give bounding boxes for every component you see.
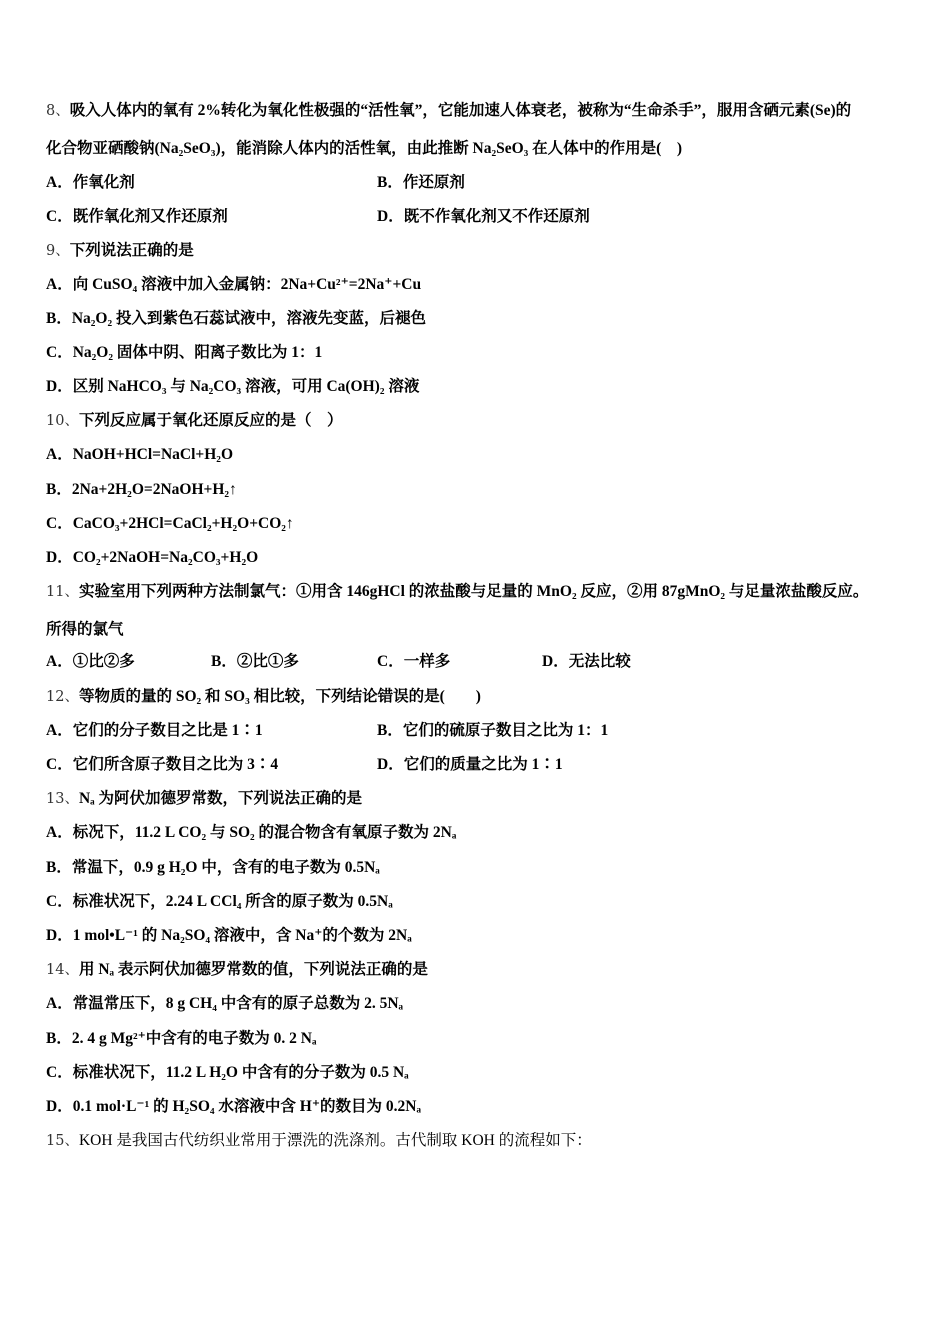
question-9-stem <box>46 241 194 261</box>
option-a: A．NaOH+HCl=NaCl+H₂O <box>46 446 234 463</box>
option-a: A．作氧化剂 <box>46 174 135 191</box>
option-d: D．既不作氧化剂又不作还原剂 <box>377 208 590 225</box>
stem-text: 吸入人体内的氧有 2%转化为氧化性极强的“活性氧”，它能加速人体衰老，被称为“生命杀手”，服用含硒元素(Se)的 <box>69 102 852 119</box>
option-a: A．向 CuSO₄ 溶液中加入金属钠：2Na+Cu²⁺=2Na⁺+Cu <box>46 276 422 293</box>
question-15-stem <box>46 1131 592 1151</box>
option-d: D．CO₂+2NaOH=Na₂CO₃+H₂O <box>46 549 259 566</box>
option-b: B．作还原剂 <box>377 174 465 191</box>
option-a: A．①比②多 <box>46 653 135 670</box>
question-number: 15、 <box>46 1133 79 1149</box>
option-c: C．它们所含原子数目之比为 3∶4 <box>46 756 279 773</box>
option-c: C．CaCO₃+2HCl=CaCl₂+H₂O+CO₂↑ <box>46 515 294 532</box>
stem-text: 下列反应属于氧化还原反应的是（ ） <box>78 412 343 429</box>
question-number: 12、 <box>46 689 79 705</box>
option-d: D．无法比较 <box>542 653 631 670</box>
question-number: 9、 <box>46 243 70 259</box>
question-8-stem-cont: 化合物亚硒酸钠(Na₂SeO₃)，能消除人体内的活性氧，由此推断 Na₂SeO₃ 在人体中的作用是( ) <box>46 140 682 157</box>
option-b: B．它们的硫原子数目之比为 1：1 <box>377 722 609 739</box>
option-b: B．2Na+2H₂O=2NaOH+H₂↑ <box>46 481 237 498</box>
question-11-stem <box>46 582 868 602</box>
stem-text: 下列说法正确的是 <box>69 242 194 259</box>
option-d: D．区别 NaHCO₃ 与 Na₂CO₃ 溶液，可用 Ca(OH)₂ 溶液 <box>46 378 420 395</box>
question-12-stem <box>46 687 481 707</box>
option-c: C．既作氧化剂又作还原剂 <box>46 208 228 225</box>
question-13-stem <box>46 789 362 809</box>
question-number: 13、 <box>46 791 79 807</box>
option-b: B．②比①多 <box>211 653 299 670</box>
option-c: C．Na₂O₂ 固体中阴、阳离子数比为 1：1 <box>46 344 323 361</box>
stem-text: KOH 是我国古代纺织业常用于漂洗的洗涤剂。古代制取 KOH 的流程如下： <box>78 1132 592 1149</box>
question-14-stem <box>46 960 428 980</box>
stem-text: 用 Nₐ 表示阿伏加德罗常数的值，下列说法正确的是 <box>78 961 428 978</box>
option-b: B．常温下，0.9 g H₂O 中，含有的电子数为 0.5Nₐ <box>46 859 380 876</box>
stem-text: 等物质的量的 SO₂ 和 SO₃ 相比较，下列结论错误的是( ) <box>78 688 481 705</box>
stem-text: 实验室用下列两种方法制氯气：①用含 146gHCl 的浓盐酸与足量的 MnO₂ 反应，②用 87gMnO₂ 与足量浓盐酸反应。 <box>78 583 869 600</box>
option-d: D．0.1 mol·L⁻¹ 的 H₂SO₄ 水溶液中含 H⁺的数目为 0.2Nₐ <box>46 1098 421 1115</box>
option-b: B．2. 4 g Mg²⁺中含有的电子数为 0. 2 Nₐ <box>46 1030 317 1047</box>
question-number: 11、 <box>46 584 79 600</box>
stem-text: Nₐ 为阿伏加德罗常数，下列说法正确的是 <box>78 790 363 807</box>
option-d: D．它们的质量之比为 1∶1 <box>377 756 563 773</box>
question-11-stem-cont: 所得的氯气 <box>46 621 124 638</box>
option-a: A．标况下，11.2 L CO₂ 与 SO₂ 的混合物含有氧原子数为 2Nₐ <box>46 824 457 841</box>
question-number: 8、 <box>46 103 70 119</box>
option-a: A．常温常压下，8 g CH₄ 中含有的原子总数为 2. 5Nₐ <box>46 995 404 1012</box>
question-8-stem <box>46 101 851 121</box>
option-c: C．一样多 <box>377 653 451 670</box>
option-b: B．Na₂O₂ 投入到紫色石蕊试液中，溶液先变蓝，后褪色 <box>46 310 427 327</box>
question-number: 10、 <box>46 413 79 429</box>
option-c: C．标准状况下，2.24 L CCl₄ 所含的原子数为 0.5Nₐ <box>46 893 393 910</box>
option-a: A．它们的分子数目之比是 1∶1 <box>46 722 263 739</box>
question-10-stem <box>46 411 342 431</box>
option-c: C．标准状况下，11.2 L H₂O 中含有的分子数为 0.5 Nₐ <box>46 1064 409 1081</box>
option-d: D．1 mol•L⁻¹ 的 Na₂SO₄ 溶液中，含 Na⁺的个数为 2Nₐ <box>46 927 412 944</box>
question-number: 14、 <box>46 962 79 978</box>
